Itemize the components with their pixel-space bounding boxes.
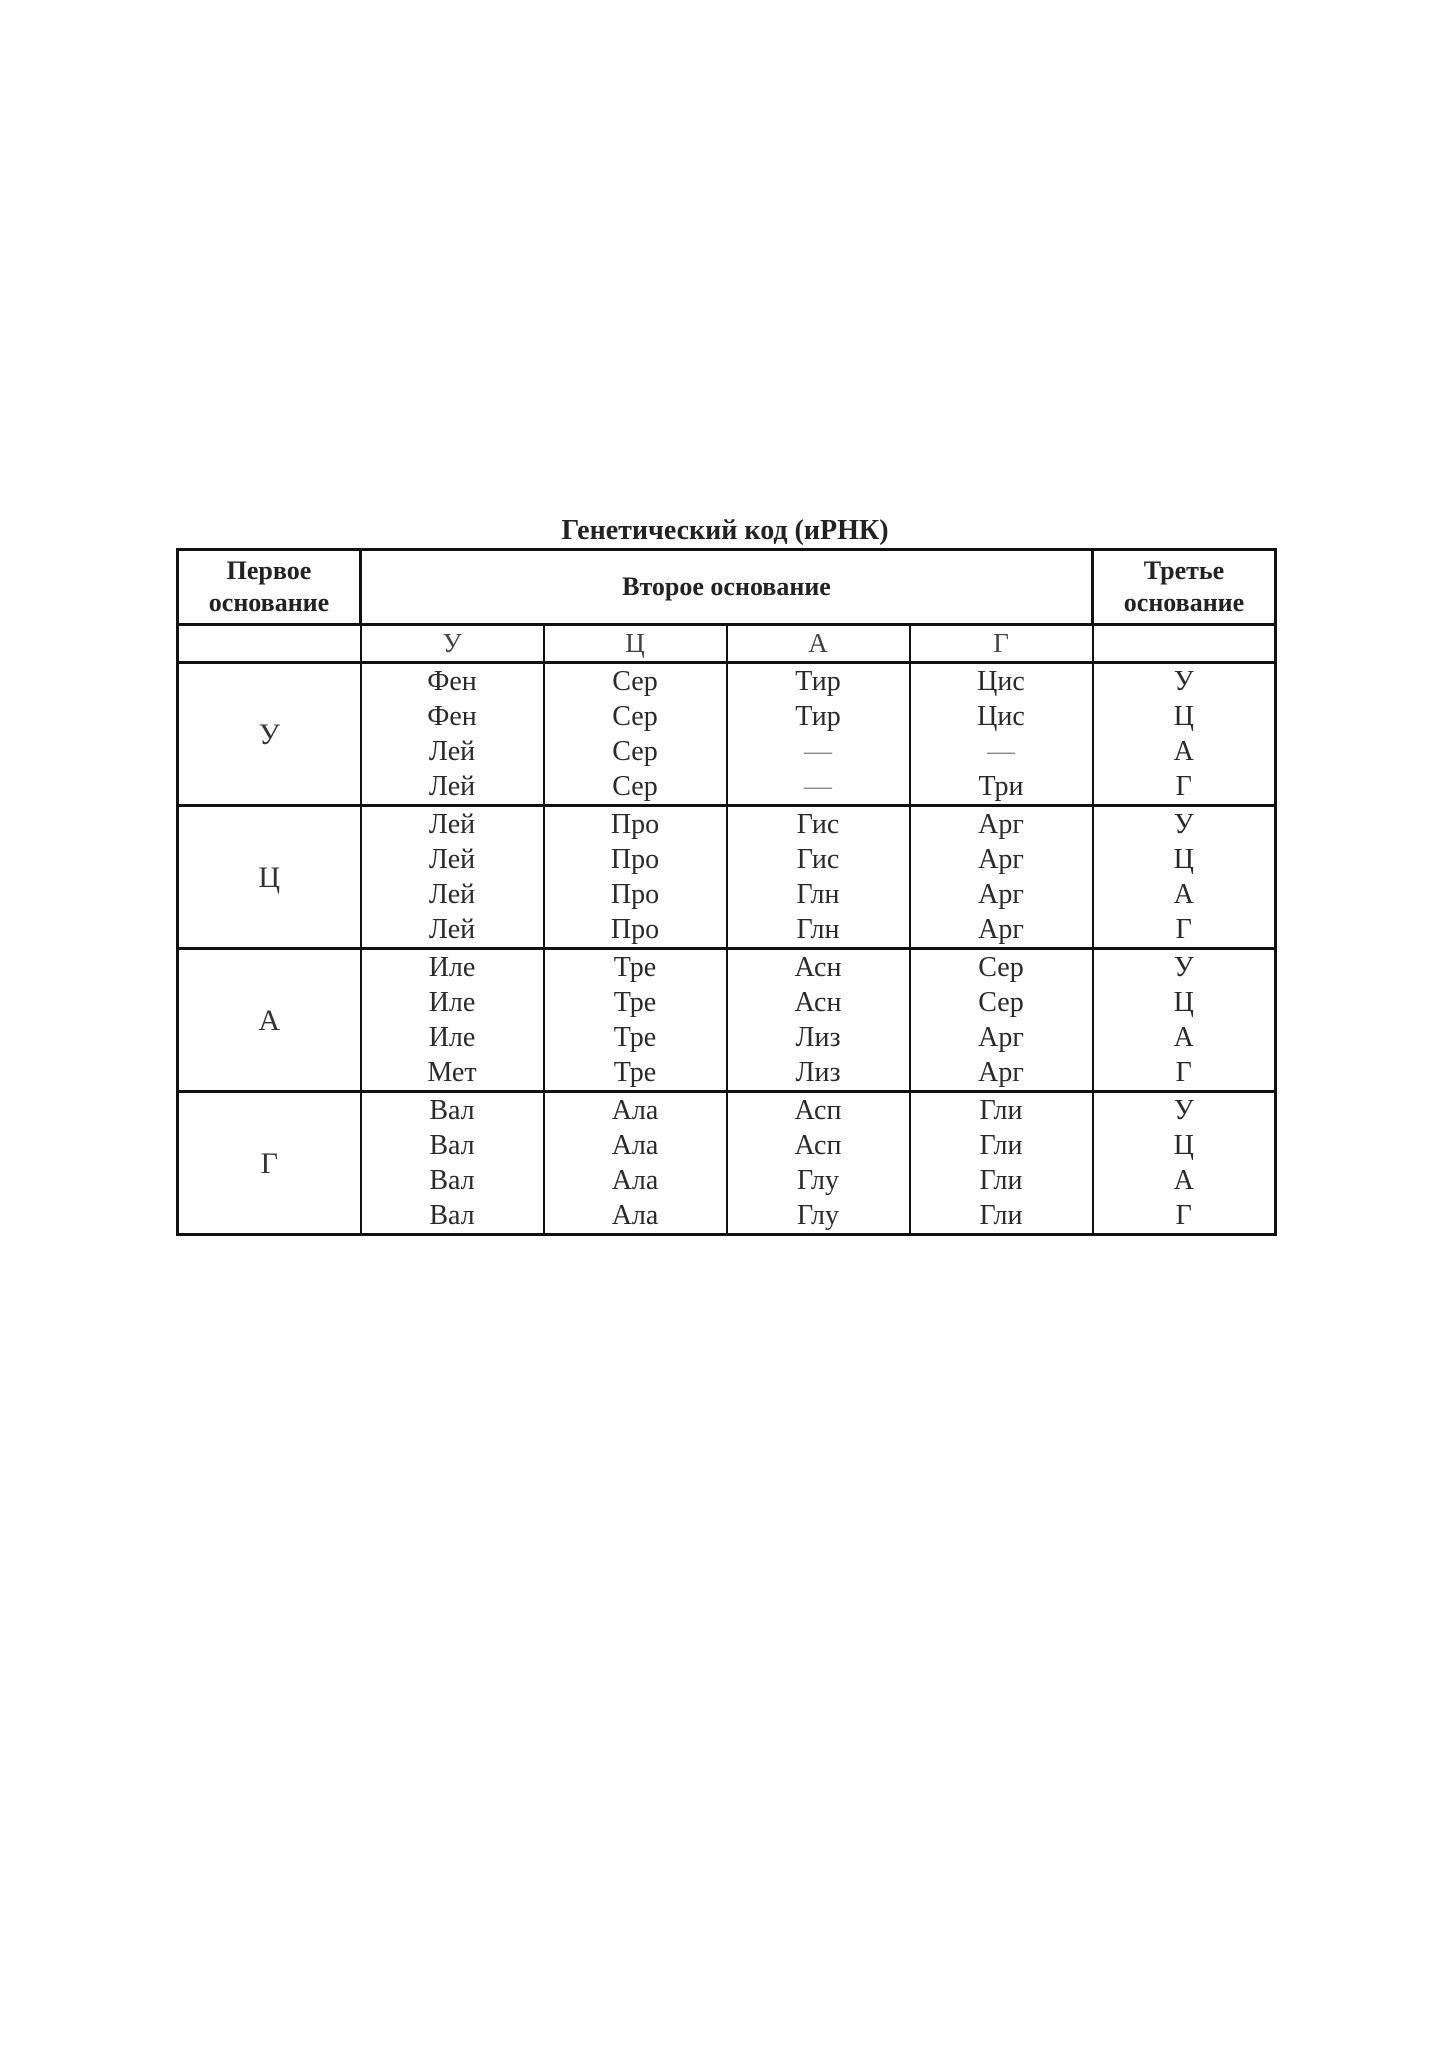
amino-acid-cell: Про: [544, 877, 727, 912]
third-base-header: Третье основание: [1093, 550, 1276, 625]
second-base-row: [178, 625, 1276, 663]
amino-acid-cell: Асп: [727, 1092, 910, 1129]
empty-cell: [1093, 625, 1276, 663]
second-base-label: А: [727, 625, 910, 663]
amino-acid-cell: Лей: [361, 806, 544, 843]
amino-acid-cell: Тре: [544, 985, 727, 1020]
amino-acid-cell: Арг: [910, 806, 1093, 843]
amino-acid-cell: Асн: [727, 985, 910, 1020]
third-base-cell: Ц: [1093, 699, 1276, 734]
amino-acid-cell: Лей: [361, 877, 544, 912]
amino-acid-cell: Лей: [361, 912, 544, 949]
amino-acid-cell: Мет: [361, 1055, 544, 1092]
amino-acid-cell: Тре: [544, 1020, 727, 1055]
amino-acid-cell: Тир: [727, 663, 910, 700]
genetic-code-table: [176, 548, 1277, 1236]
third-base-cell: Ц: [1093, 985, 1276, 1020]
second-base-label: Г: [910, 625, 1093, 663]
first-base-cell: Г: [178, 1092, 361, 1235]
amino-acid-cell: Гли: [910, 1163, 1093, 1198]
third-base-cell: А: [1093, 1163, 1276, 1198]
third-base-cell: У: [1093, 949, 1276, 986]
amino-acid-cell: Ала: [544, 1163, 727, 1198]
table-row: [178, 663, 1276, 700]
amino-acid-cell: Вал: [361, 1128, 544, 1163]
amino-acid-cell: Сер: [544, 663, 727, 700]
amino-acid-cell: Арг: [910, 877, 1093, 912]
first-base-cell: У: [178, 663, 361, 806]
amino-acid-cell: Лей: [361, 769, 544, 806]
amino-acid-cell: Цис: [910, 699, 1093, 734]
amino-acid-cell: Про: [544, 842, 727, 877]
amino-acid-cell: Иле: [361, 949, 544, 986]
amino-acid-cell: Асн: [727, 949, 910, 986]
amino-acid-cell: Вал: [361, 1198, 544, 1235]
third-base-cell: Ц: [1093, 1128, 1276, 1163]
amino-acid-cell: Цис: [910, 663, 1093, 700]
amino-acid-cell: Сер: [910, 949, 1093, 986]
amino-acid-cell: —: [727, 734, 910, 769]
amino-acid-cell: Лей: [361, 734, 544, 769]
second-base-label: Ц: [544, 625, 727, 663]
amino-acid-cell: Лиз: [727, 1020, 910, 1055]
table-row: [178, 806, 1276, 843]
amino-acid-cell: Сер: [544, 769, 727, 806]
amino-acid-cell: Ала: [544, 1198, 727, 1235]
third-base-cell: У: [1093, 1092, 1276, 1129]
third-base-cell: А: [1093, 734, 1276, 769]
amino-acid-cell: —: [727, 769, 910, 806]
amino-acid-cell: Вал: [361, 1092, 544, 1129]
amino-acid-cell: Асп: [727, 1128, 910, 1163]
amino-acid-cell: Иле: [361, 1020, 544, 1055]
table-row: [178, 949, 1276, 986]
amino-acid-cell: Арг: [910, 912, 1093, 949]
amino-acid-cell: Три: [910, 769, 1093, 806]
amino-acid-cell: Вал: [361, 1163, 544, 1198]
amino-acid-cell: Ала: [544, 1128, 727, 1163]
amino-acid-cell: Фен: [361, 663, 544, 700]
third-base-cell: У: [1093, 806, 1276, 843]
third-base-cell: Ц: [1093, 842, 1276, 877]
amino-acid-cell: Лиз: [727, 1055, 910, 1092]
amino-acid-cell: Лей: [361, 842, 544, 877]
amino-acid-cell: Глн: [727, 912, 910, 949]
table-title: Генетический код (иРНК): [561, 515, 889, 546]
amino-acid-cell: Про: [544, 912, 727, 949]
first-base-cell: Ц: [178, 806, 361, 949]
amino-acid-cell: Арг: [910, 1055, 1093, 1092]
table-body: [178, 663, 1276, 1235]
amino-acid-cell: Гли: [910, 1198, 1093, 1235]
first-base-header: Первое основание: [178, 550, 361, 625]
third-base-cell: Г: [1093, 1198, 1276, 1235]
second-base-label: У: [361, 625, 544, 663]
third-base-cell: У: [1093, 663, 1276, 700]
amino-acid-cell: Глу: [727, 1198, 910, 1235]
amino-acid-cell: Про: [544, 806, 727, 843]
header-row: [178, 550, 1276, 625]
amino-acid-cell: Тре: [544, 949, 727, 986]
amino-acid-cell: Тре: [544, 1055, 727, 1092]
amino-acid-cell: Иле: [361, 985, 544, 1020]
third-base-cell: Г: [1093, 912, 1276, 949]
third-base-cell: А: [1093, 877, 1276, 912]
amino-acid-cell: Арг: [910, 1020, 1093, 1055]
amino-acid-cell: Сер: [544, 699, 727, 734]
amino-acid-cell: Фен: [361, 699, 544, 734]
amino-acid-cell: Сер: [910, 985, 1093, 1020]
amino-acid-cell: Глу: [727, 1163, 910, 1198]
amino-acid-cell: Сер: [544, 734, 727, 769]
amino-acid-cell: —: [910, 734, 1093, 769]
third-base-cell: Г: [1093, 769, 1276, 806]
amino-acid-cell: Глн: [727, 877, 910, 912]
amino-acid-cell: Гли: [910, 1092, 1093, 1129]
table-row: [178, 1092, 1276, 1129]
empty-cell: [178, 625, 361, 663]
amino-acid-cell: Гис: [727, 842, 910, 877]
amino-acid-cell: Гис: [727, 806, 910, 843]
second-base-header: Второе основание: [361, 550, 1093, 625]
amino-acid-cell: Тир: [727, 699, 910, 734]
amino-acid-cell: Гли: [910, 1128, 1093, 1163]
third-base-cell: Г: [1093, 1055, 1276, 1092]
amino-acid-cell: Арг: [910, 842, 1093, 877]
first-base-cell: А: [178, 949, 361, 1092]
third-base-cell: А: [1093, 1020, 1276, 1055]
amino-acid-cell: Ала: [544, 1092, 727, 1129]
